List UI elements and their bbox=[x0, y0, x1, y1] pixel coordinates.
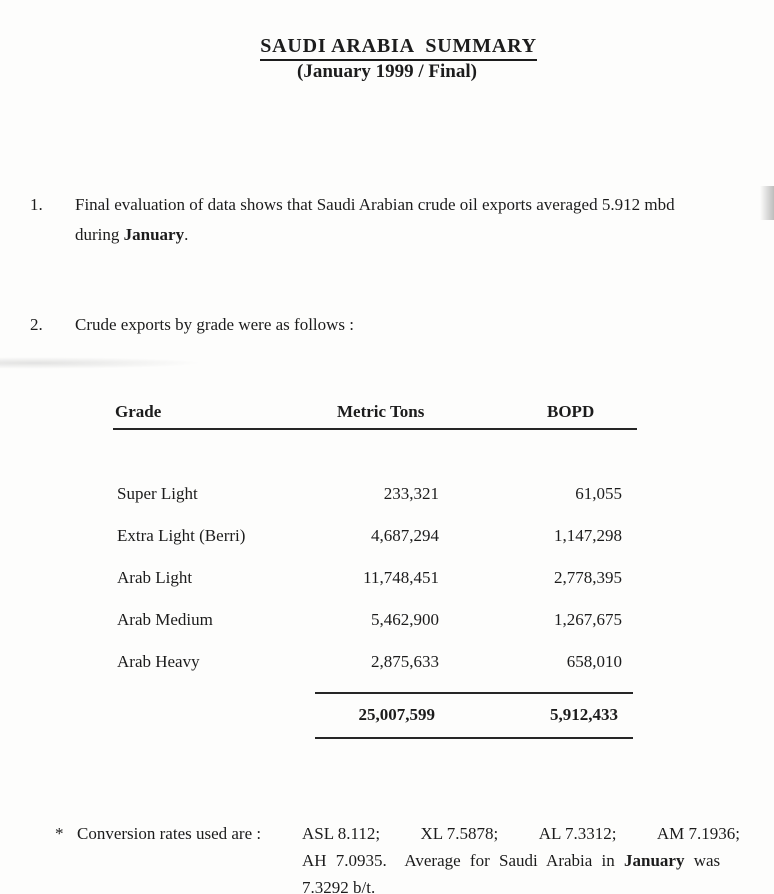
item-number: 2. bbox=[30, 315, 43, 334]
numbered-item-2 bbox=[30, 310, 746, 340]
table-total-row bbox=[315, 692, 633, 739]
table-row bbox=[113, 608, 637, 650]
column-header-bopd: BOPD bbox=[547, 402, 595, 421]
scan-artifact-left bbox=[0, 356, 230, 370]
footnote-line-2-prefix: AH 7.0935. Average for Saudi Arabia in bbox=[302, 851, 625, 870]
metric-tons-cell: 233,321 bbox=[383, 484, 439, 503]
item-1-line-1: Final evaluation of data shows that Saudi Arabian crude oil exports averaged 5.912 mbd bbox=[75, 195, 675, 214]
conversion-rates-footnote bbox=[55, 820, 740, 894]
item-1-line-2-prefix: during bbox=[75, 225, 124, 244]
column-header-grade: Grade bbox=[115, 402, 162, 421]
table-header-row bbox=[113, 402, 637, 430]
rate-xl: XL 7.5878; bbox=[420, 824, 499, 843]
footnote-label: Conversion rates used are : bbox=[77, 824, 262, 843]
table-row bbox=[113, 524, 637, 566]
rate-am: AM 7.1936; bbox=[656, 824, 740, 843]
footnote-rates-line-1 bbox=[302, 820, 740, 847]
item-text: Crude exports by grade were as follows : bbox=[75, 315, 355, 334]
grade-cell: Extra Light (Berri) bbox=[117, 526, 246, 545]
rate-asl: ASL 8.112; bbox=[302, 824, 381, 843]
metric-tons-cell: 4,687,294 bbox=[371, 526, 439, 545]
table-row bbox=[113, 482, 637, 524]
grade-cell: Arab Light bbox=[117, 568, 193, 587]
bopd-cell: 1,267,675 bbox=[554, 610, 622, 629]
metric-tons-cell: 2,875,633 bbox=[371, 652, 439, 671]
total-bopd: 5,912,433 bbox=[550, 705, 618, 724]
table-row bbox=[113, 650, 637, 692]
grade-cell: Arab Medium bbox=[117, 610, 213, 629]
item-1-line-2-suffix: . bbox=[184, 225, 189, 244]
rate-al: AL 7.3312; bbox=[538, 824, 617, 843]
numbered-item-1 bbox=[30, 190, 746, 250]
footnote-line-2-suffix: was bbox=[684, 851, 721, 870]
column-header-metric-tons: Metric Tons bbox=[337, 402, 425, 421]
total-metric-tons: 25,007,599 bbox=[358, 705, 435, 724]
crude-exports-table bbox=[113, 402, 637, 739]
metric-tons-cell: 5,462,900 bbox=[371, 610, 439, 629]
item-number: 1. bbox=[30, 195, 43, 214]
table-body bbox=[113, 482, 637, 692]
footnote-line-2-bold: January bbox=[624, 851, 685, 870]
item-1-line-2 bbox=[75, 220, 746, 250]
table-row bbox=[113, 566, 637, 608]
bopd-cell: 61,055 bbox=[575, 484, 622, 503]
footnote-rates-line-3: 7.3292 b/t. bbox=[302, 878, 376, 894]
footnote-rates-block bbox=[302, 820, 740, 894]
scan-artifact-right bbox=[760, 186, 774, 220]
item-1-line-2-bold: January bbox=[123, 225, 185, 244]
footnote-rates-line-2 bbox=[302, 847, 740, 874]
page-title-text: SAUDI ARABIA SUMMARY bbox=[260, 35, 537, 61]
bopd-cell: 658,010 bbox=[566, 652, 622, 671]
item-text bbox=[75, 190, 746, 250]
grade-cell: Super Light bbox=[117, 484, 198, 503]
page-subtitle: (January 1999 / Final) bbox=[297, 61, 477, 82]
grade-cell: Arab Heavy bbox=[117, 652, 200, 671]
metric-tons-cell: 11,748,451 bbox=[363, 568, 439, 587]
bopd-cell: 1,147,298 bbox=[554, 526, 622, 545]
footnote-asterisk: * bbox=[55, 824, 64, 843]
bopd-cell: 2,778,395 bbox=[554, 568, 622, 587]
